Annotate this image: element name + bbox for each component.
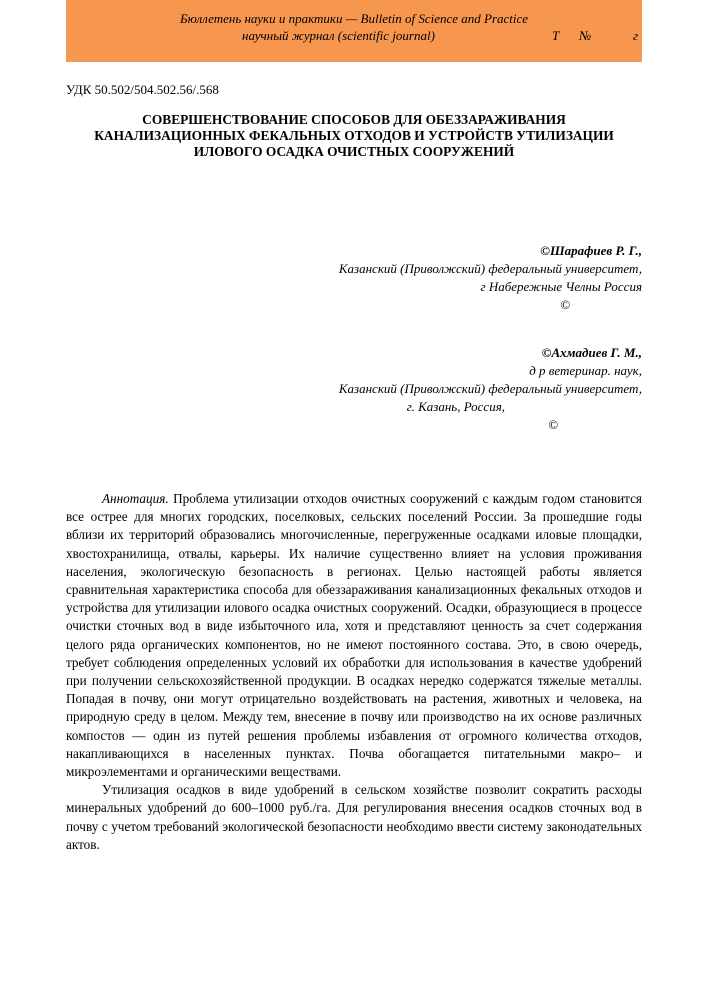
udc-code: УДК 50.502/504.502.56/.568	[66, 82, 219, 97]
author-block-2	[339, 344, 642, 434]
author-name: ©Шарафиев Р. Г.,	[540, 243, 642, 258]
author-degree: д р ветеринар. наук,	[529, 363, 642, 378]
paper-title	[66, 112, 642, 160]
author-copyright: ©	[560, 297, 570, 312]
author-city: г Набережные Челны Россия	[480, 279, 642, 294]
journal-header	[66, 0, 642, 62]
title-line-3: ИЛОВОГО ОСАДКА ОЧИСТНЫХ СООРУЖЕНИЙ	[193, 144, 515, 159]
abstract-label: Аннотация.	[102, 491, 169, 506]
journal-title: Бюллетень науки и практики — Bulletin of Science and Practice	[179, 11, 529, 26]
author-affiliation: Казанский (Приволжский) федеральный университет,	[338, 261, 642, 276]
author-block-1	[339, 242, 642, 314]
title-line-1: СОВЕРШЕНСТВОВАНИЕ СПОСОБОВ ДЛЯ ОБЕЗЗАРАЖИВАНИЯ	[142, 112, 566, 127]
abstract-text: Проблема утилизации отходов очистных сооружений с каждым годом становится все острее для многих городских, поселковых, сельских поселений России. За прошедшие годы вблизи их территорий образовались многочисленные, перегруженные осадками иловые площадки, хвостохранилища, отвалы, карьеры. Их наличие существенно влияет на условия проживания населения, экологическую безопасность в регионах. Целью настоящей работы является сравнительная характеристика способа для обеззараживания канализационных фекальных отходов и устройства для утилизации илового осадка очистных сооружений. Осадки, образующиеся в процессе очистки сточных вод в виде избыточного ила, хотя и представляют ценность за счет содержания целого ряда органических компонентов, но не имеют постоянного состава. Это, в свою очередь, требует соблюдения определенных условий их обработки для использования в качестве удобрений при получении сельскохозяйственной продукции. В осадках нередко содержатся тяжелые металлы. Попадая в почву, они могут отрицательно воздействовать на растения, животных и человека, на природную среду в целом. Между тем, внесение в почву или производство на их основе различных компостов — один из путей решения проблемы избавления от огромного количества отходов, накапливающихся в населенных пунктах. Почва обогащается питательными макро– и микроэлементами и органическими веществами.	[66, 491, 642, 780]
abstract	[66, 490, 642, 854]
author-name: ©Ахмадиев Г. М.,	[541, 345, 642, 360]
title-line-2: КАНАЛИЗАЦИОННЫХ ФЕКАЛЬНЫХ ОТХОДОВ И УСТРОЙСТВ УТИЛИЗАЦИИ	[94, 128, 614, 143]
author-copyright: ©	[548, 417, 558, 432]
journal-number: №	[579, 28, 592, 43]
journal-year: г	[633, 28, 639, 43]
abstract-paragraph-2: Утилизация осадков в виде удобрений в сельском хозяйстве позволит сократить расходы минеральных удобрений до 600–1000 руб./га. Для регулирования внесения осадков сточных вод в почву с учетом требований экологической безопасности необходимо ввести систему законодательных актов.	[66, 782, 642, 852]
abstract-paragraph-1	[66, 490, 642, 781]
journal-volume: Т	[552, 28, 560, 43]
journal-subtitle: научный журнал (scientific journal)	[242, 28, 435, 43]
author-city: г. Казань, Россия,	[406, 399, 505, 414]
author-affiliation: Казанский (Приволжский) федеральный университет,	[338, 381, 642, 396]
